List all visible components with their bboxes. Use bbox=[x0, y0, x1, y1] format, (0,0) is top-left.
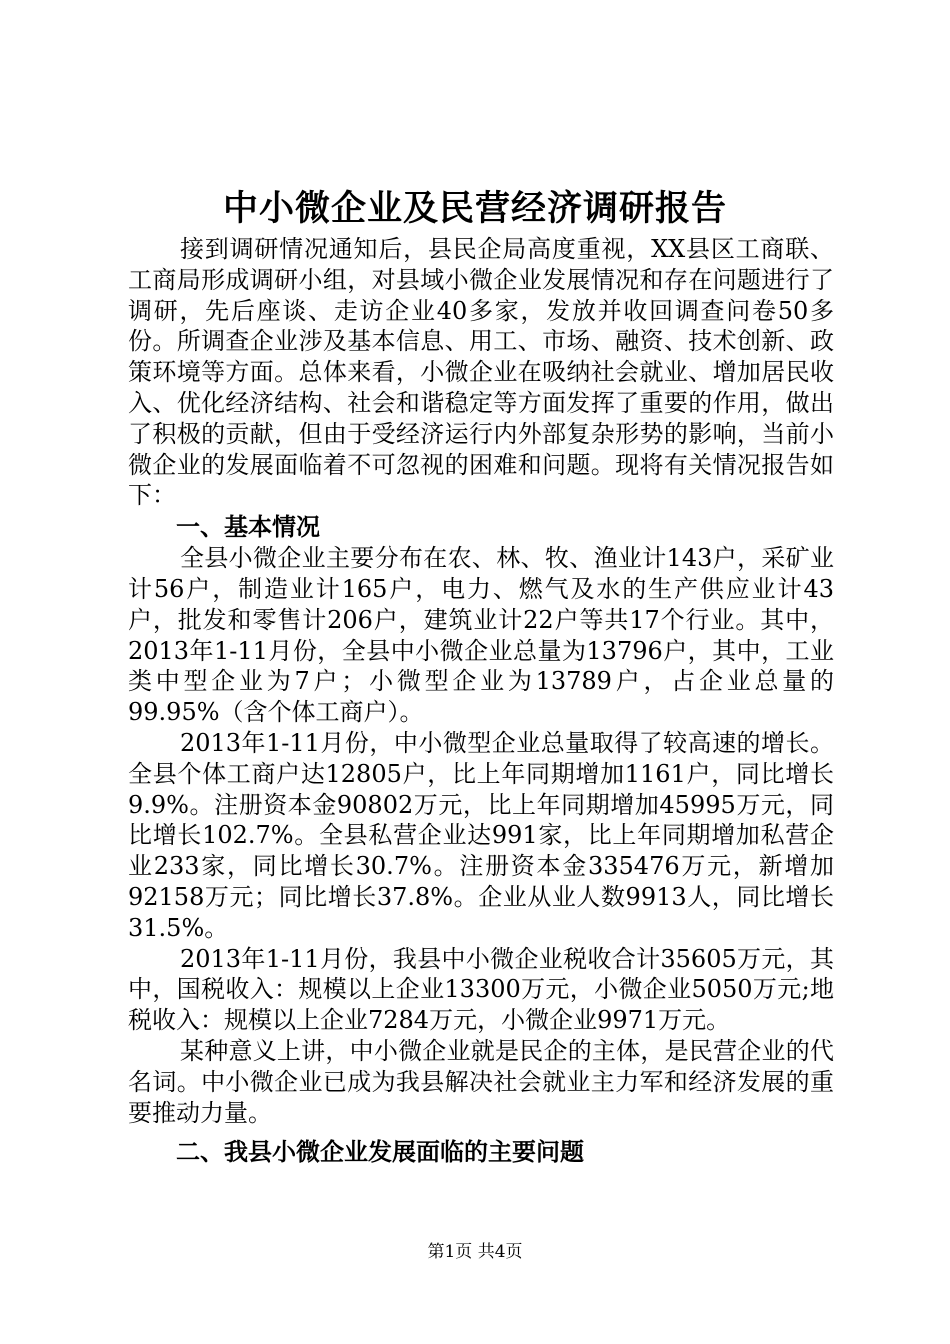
document-title: 中小微企业及民营经济调研报告 bbox=[222, 188, 727, 229]
paragraph: 2013年1-11月份，我县中小微企业税收合计35605万元，其中，国税收入：规模以上企业13300万元，小微企业5050万元;地税收入：规模以上企业7284万元，小微企业9971万元。 bbox=[128, 944, 834, 1035]
paragraph: 全县小微企业主要分布在农、林、牧、渔业计143户，采矿业计56户，制造业计165户，电力、燃气及水的生产供应业计43户，批发和零售计206户，建筑业计22户等共17个行业。其中，2013年1-11月份，全县中小微企业总量为13796户，其中，工业类中型企业为7户；小微型企业为13789户，占企业总量的99.95%（含个体工商户）。 bbox=[128, 544, 834, 727]
page-number: 第1页 共4页 bbox=[427, 1242, 523, 1262]
intro-paragraph: 接到调研情况通知后，县民企局高度重视，XX县区工商联、工商局形成调研小组，对县域小微企业发展情况和存在问题进行了调研，先后座谈、走访企业40多家，发放并收回调查问卷50多份。所调查企业涉及基本信息、用工、市场、融资、技术创新、政策环境等方面。总体来看，小微企业在吸纳社会就业、增加居民收入、优化经济结构、社会和谐稳定等方面发挥了重要的作用，做出了积极的贡献，但由于受经济运行内外部复杂形势的影响，当前小微企业的发展面临着不可忽视的困难和问题。现将有关情况报告如下： bbox=[128, 235, 834, 510]
section-heading-main-problems: 二、我县小微企业发展面临的主要问题 bbox=[176, 1137, 584, 1167]
paragraph: 2013年1-11月份，中小微型企业总量取得了较高速的增长。全县个体工商户达12805户，比上年同期增加1161户，同比增长9.9%。注册资本金90802万元，比上年同期增加45995万元，同比增长102.7%。全县私营企业达991家，比上年同期增加私营企业233家，同比增长30.7%。注册资本金335476万元，新增加92158万元；同比增长37.8%。企业从业人数9913人，同比增长31.5%。 bbox=[128, 728, 834, 942]
paragraph: 某种意义上讲，中小微企业就是民企的主体，是民营企业的代名词。中小微企业已成为我县解决社会就业主力军和经济发展的重要推动力量。 bbox=[128, 1036, 834, 1127]
section-heading-basic-situation: 一、基本情况 bbox=[176, 512, 320, 542]
document-body bbox=[128, 234, 834, 1168]
